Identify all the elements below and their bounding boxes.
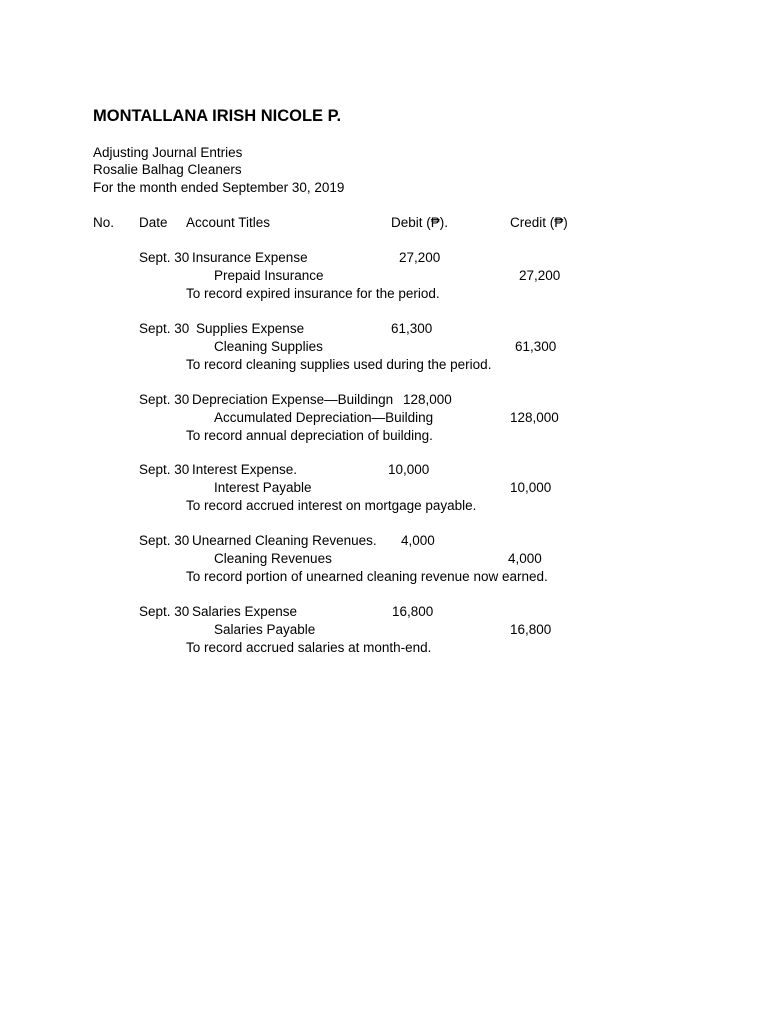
entry-credit-amount: 10,000: [510, 480, 552, 495]
entry-date: Sept. 30: [139, 392, 190, 407]
entry-explanation: To record accrued interest on mortgage payable.: [186, 498, 477, 513]
entry-credit-account: Accumulated Depreciation—Building: [214, 410, 434, 425]
entry-debit-amount: 27,200: [399, 250, 441, 265]
entry-debit-account: Unearned Cleaning Revenues.: [192, 533, 377, 548]
journal-entry: [0, 462, 768, 518]
entry-credit-account: Cleaning Supplies: [214, 339, 323, 354]
entry-debit-account: Interest Expense.: [192, 462, 298, 477]
column-header-no: No.: [93, 215, 115, 230]
company-name: Rosalie Balhag Cleaners: [93, 162, 242, 177]
entry-credit-account: Interest Payable: [214, 480, 312, 495]
journal-entry: [0, 604, 768, 660]
author-name: MONTALLANA IRISH NICOLE P.: [93, 107, 342, 125]
entry-explanation: To record portion of unearned cleaning revenue now earned.: [186, 569, 548, 584]
entry-date: Sept. 30: [139, 462, 190, 477]
entry-debit-account: Salaries Expense: [192, 604, 298, 619]
period-line: For the month ended September 30, 2019: [93, 180, 345, 195]
column-header-debit: Debit (₱).: [391, 215, 449, 230]
entry-debit-amount: 10,000: [388, 462, 430, 477]
entry-debit-amount: 128,000: [403, 392, 452, 407]
entry-debit-account: Insurance Expense: [192, 250, 308, 265]
journal-entry: [0, 392, 768, 448]
column-header-account-titles: Account Titles: [186, 215, 271, 230]
entry-date: Sept. 30: [139, 250, 190, 265]
entry-credit-account: Cleaning Revenues: [214, 551, 332, 566]
entry-date: Sept. 30: [139, 604, 190, 619]
entry-credit-account: Prepaid Insurance: [214, 268, 324, 283]
entry-date: Sept. 30: [139, 533, 190, 548]
entry-debit-amount: 4,000: [401, 533, 435, 548]
entry-explanation: To record annual depreciation of building.: [186, 428, 433, 443]
column-header-date: Date: [139, 215, 168, 230]
entry-credit-amount: 4,000: [508, 551, 542, 566]
entry-credit-amount: 16,800: [510, 622, 552, 637]
entry-debit-account: Supplies Expense: [196, 321, 305, 336]
entry-credit-amount: 61,300: [515, 339, 557, 354]
journal-entry: [0, 250, 768, 306]
journal-entry: [0, 533, 768, 589]
entry-credit-account: Salaries Payable: [214, 622, 316, 637]
document-title: Adjusting Journal Entries: [93, 145, 243, 160]
entry-credit-amount: 27,200: [519, 268, 561, 283]
entry-date: Sept. 30: [139, 321, 190, 336]
entry-debit-amount: 16,800: [392, 604, 434, 619]
entry-debit-account: Depreciation Expense—Buildingn: [192, 392, 394, 407]
entry-debit-amount: 61,300: [391, 321, 433, 336]
column-header-credit: Credit (₱): [510, 215, 568, 230]
entry-credit-amount: 128,000: [510, 410, 559, 425]
journal-entry: [0, 321, 768, 377]
entry-explanation: To record accrued salaries at month-end.: [186, 640, 432, 655]
entry-explanation: To record cleaning supplies used during the period.: [186, 357, 492, 372]
entry-explanation: To record expired insurance for the period.: [186, 286, 440, 301]
